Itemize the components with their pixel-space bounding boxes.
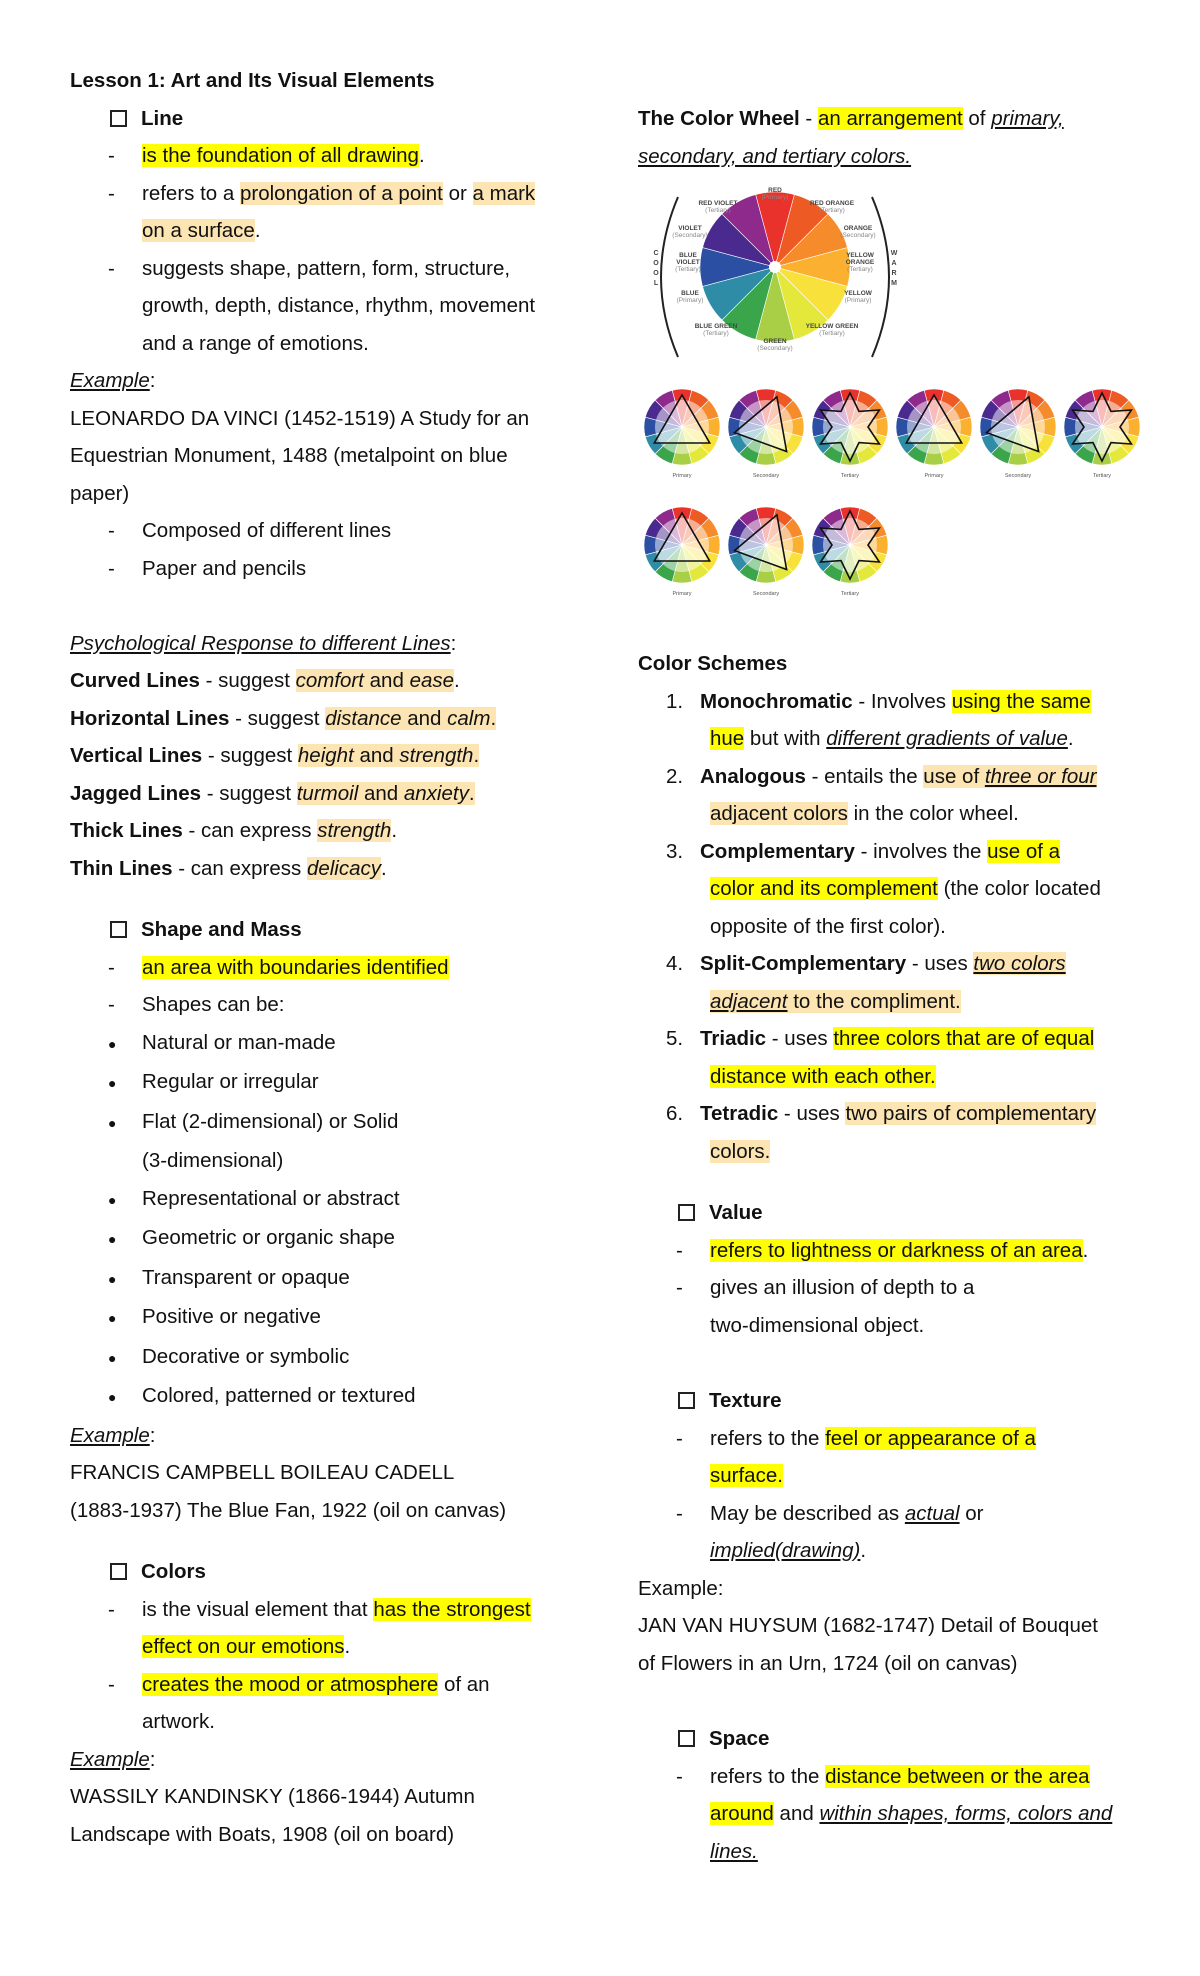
scheme-3: 3. Complementary - involves the use of a bbox=[666, 839, 1061, 863]
label-yellow-sub: (Primary) bbox=[844, 297, 872, 304]
psych-thick: Thick Lines - can express strength. bbox=[70, 819, 398, 842]
checkbox-icon[interactable] bbox=[678, 1392, 695, 1409]
scheme-wheel bbox=[896, 389, 972, 479]
shape-bullet-3: ● Flat (2-dimensional) or Solid bbox=[108, 1109, 399, 1133]
scheme-wheel bbox=[644, 389, 720, 479]
shape-example-text-2: (1883-1937) The Blue Fan, 1922 (oil on canvas) bbox=[70, 1498, 507, 1522]
label-red-violet: RED VIOLET bbox=[698, 200, 738, 207]
scheme-wheel-caption: Tertiary bbox=[1092, 473, 1112, 479]
label-blue-violet-2: VIOLET bbox=[676, 259, 700, 266]
texture-example-text: JAN VAN HUYSUM (1682-1747) Detail of Bouquet bbox=[638, 1614, 1098, 1637]
colors-example-text-2: Landscape with Boats, 1908 (oil on board) bbox=[70, 1822, 455, 1846]
left-column bbox=[70, 62, 570, 1853]
space-def-1-cont: around and within shapes, forms, colors and bbox=[710, 1802, 1113, 1825]
scheme-6-cont: colors. bbox=[710, 1139, 771, 1163]
color-schemes-title: Color Schemes bbox=[638, 652, 788, 675]
label-yellow-orange: YELLOW bbox=[846, 252, 874, 259]
shape-heading: Shape and Mass bbox=[70, 911, 570, 949]
scheme-3-cont: color and its complement (the color located bbox=[710, 877, 1101, 900]
scheme-wheel bbox=[980, 389, 1056, 479]
label-orange: ORANGE bbox=[843, 225, 873, 232]
scheme-wheel-caption: Primary bbox=[924, 473, 944, 479]
right-column bbox=[638, 100, 1158, 1870]
value-def-2-cont: two-dimensional object. bbox=[710, 1313, 925, 1337]
line-def-3-cont2: and a range of emotions. bbox=[142, 331, 369, 355]
cool-letter: O bbox=[653, 270, 659, 277]
line-heading: Line bbox=[70, 100, 570, 138]
label-green: GREEN bbox=[763, 338, 787, 345]
scheme-wheels-diagram bbox=[638, 383, 1158, 623]
texture-example-label: Example: bbox=[638, 1576, 724, 1600]
psych-title: Psychological Response to different Lines: bbox=[70, 631, 457, 655]
line-def-3: - suggests shape, pattern, form, structure, bbox=[108, 256, 511, 280]
shape-bullet-5: ● Geometric or organic shape bbox=[108, 1226, 395, 1249]
line-example-note-1: - Composed of different lines bbox=[108, 519, 392, 542]
scheme-1-cont: hue but with different gradients of value. bbox=[710, 727, 1074, 750]
checkbox-icon[interactable] bbox=[110, 921, 127, 938]
psych-vertical: Vertical Lines - suggest height and strength. bbox=[70, 744, 480, 767]
value-def-2: - gives an illusion of depth to a bbox=[676, 1276, 975, 1299]
label-violet: VIOLET bbox=[678, 225, 702, 232]
texture-def-1-cont: surface. bbox=[710, 1464, 783, 1487]
label-yellow-green-sub: (Tertiary) bbox=[819, 330, 845, 337]
colors-heading: Colors bbox=[70, 1553, 570, 1591]
colors-def-2: - creates the mood or atmosphere of an bbox=[108, 1672, 490, 1696]
scheme-wheel-caption: Secondary bbox=[1004, 473, 1032, 479]
label-red-orange-sub: (Tertiary) bbox=[819, 207, 845, 214]
label-yellow-orange-sub: (Tertiary) bbox=[847, 266, 873, 273]
color-wheel-title-cont: secondary, and tertiary colors. bbox=[638, 144, 912, 168]
scheme-wheel-caption: Tertiary bbox=[840, 591, 860, 597]
label-yellow-orange-2: ORANGE bbox=[845, 259, 875, 266]
line-def-1: - is the foundation of all drawing. bbox=[108, 144, 425, 167]
line-example-text: LEONARDO DA VINCI (1452-1519) A Study for an bbox=[70, 406, 530, 430]
label-blue: BLUE bbox=[681, 290, 699, 297]
scheme-5-cont: distance with each other. bbox=[710, 1064, 936, 1088]
scheme-wheel bbox=[644, 507, 720, 597]
line-example-text-3: paper) bbox=[70, 481, 130, 505]
scheme-1: 1. Monochromatic - Involves using the same bbox=[666, 689, 1091, 713]
scheme-6: 6. Tetradic - uses two pairs of complementary bbox=[666, 1102, 1097, 1125]
scheme-wheel-caption: Secondary bbox=[752, 591, 780, 597]
value-def-1: - refers to lightness or darkness of an area. bbox=[676, 1238, 1089, 1262]
scheme-4: 4. Split-Complementary - uses two colors bbox=[666, 952, 1066, 975]
space-def-1-cont2: lines. bbox=[710, 1839, 758, 1863]
warm-letter: A bbox=[891, 260, 897, 267]
color-wheel-figure bbox=[638, 185, 1158, 369]
color-wheel-diagram bbox=[650, 185, 900, 369]
warm-letter: R bbox=[891, 270, 897, 277]
cool-letter: C bbox=[653, 250, 659, 257]
line-def-2: - refers to a prolongation of a point or a mark bbox=[108, 181, 536, 205]
psych-thin: Thin Lines - can express delicacy. bbox=[70, 856, 387, 880]
texture-def-1: - refers to the feel or appearance of a bbox=[676, 1426, 1036, 1450]
psych-curved: Curved Lines - suggest comfort and ease. bbox=[70, 669, 460, 692]
space-heading: Space bbox=[638, 1720, 1158, 1758]
checkbox-icon[interactable] bbox=[678, 1730, 695, 1747]
psych-horizontal: Horizontal Lines - suggest distance and calm. bbox=[70, 706, 497, 730]
line-def-2-cont: on a surface. bbox=[142, 219, 261, 242]
line-example-note-2: - Paper and pencils bbox=[108, 556, 307, 580]
scheme-wheel bbox=[728, 389, 804, 479]
texture-def-2-cont: implied(drawing). bbox=[710, 1539, 867, 1562]
label-green-sub: (Secondary) bbox=[757, 345, 793, 352]
colors-def-2-cont: artwork. bbox=[142, 1710, 215, 1733]
label-blue-green: BLUE GREEN bbox=[694, 323, 738, 330]
scheme-wheel bbox=[728, 507, 804, 597]
scheme-2: 2. Analogous - entails the use of three or four bbox=[666, 764, 1097, 788]
label-orange-sub: (Secondary) bbox=[840, 232, 876, 239]
colors-example-label: Example: bbox=[70, 1747, 156, 1771]
scheme-wheel-caption: Primary bbox=[672, 591, 692, 597]
checkbox-icon[interactable] bbox=[678, 1204, 695, 1221]
color-wheel-title: The Color Wheel - an arrangement of primary, bbox=[638, 107, 1064, 130]
label-red: RED bbox=[768, 187, 782, 194]
wheel-center bbox=[769, 261, 781, 273]
warm-letter: M bbox=[891, 280, 897, 287]
texture-example-text-2: of Flowers in an Urn, 1724 (oil on canvas) bbox=[638, 1651, 1018, 1675]
label-blue-violet-sub: (Tertiary) bbox=[675, 266, 701, 273]
checkbox-icon[interactable] bbox=[110, 110, 127, 127]
line-def-3-cont: growth, depth, distance, rhythm, movement bbox=[142, 294, 536, 317]
shape-bullet-7: ● Positive or negative bbox=[108, 1305, 321, 1328]
label-red-orange: RED ORANGE bbox=[809, 200, 855, 207]
checkbox-icon[interactable] bbox=[110, 1563, 127, 1580]
colors-def-1-cont: effect on our emotions. bbox=[142, 1635, 351, 1658]
warm-letter: W bbox=[890, 250, 898, 257]
warm-bracket bbox=[872, 197, 889, 357]
scheme-wheel-caption: Tertiary bbox=[840, 473, 860, 479]
texture-heading: Texture bbox=[638, 1382, 1158, 1420]
scheme-wheels-figure bbox=[638, 383, 1158, 623]
shape-def-1: - an area with boundaries identified bbox=[108, 955, 449, 979]
cool-bracket bbox=[661, 197, 678, 357]
line-example-text-2: Equestrian Monument, 1488 (metalpoint on blue bbox=[70, 444, 508, 467]
scheme-5: 5. Triadic - uses three colors that are of equal bbox=[666, 1027, 1095, 1050]
shape-bullet-2: ● Regular or irregular bbox=[108, 1070, 319, 1093]
lesson-title: Lesson 1: Art and Its Visual Elements bbox=[70, 69, 435, 92]
label-yellow: YELLOW bbox=[844, 290, 872, 297]
scheme-wheel bbox=[812, 507, 888, 597]
shape-bullet-3-cont: (3-dimensional) bbox=[142, 1149, 284, 1172]
scheme-wheel-caption: Primary bbox=[672, 473, 692, 479]
scheme-4-cont: adjacent to the compliment. bbox=[710, 989, 961, 1013]
space-def-1: - refers to the distance between or the area bbox=[676, 1764, 1090, 1788]
scheme-3-cont2: opposite of the first color). bbox=[710, 914, 946, 938]
texture-def-2: - May be described as actual or bbox=[676, 1501, 984, 1525]
scheme-wheel bbox=[1064, 389, 1140, 479]
line-example-label: Example: bbox=[70, 369, 156, 392]
shape-bullet-1: ● Natural or man-made bbox=[108, 1030, 336, 1054]
cool-letter: O bbox=[653, 260, 659, 267]
shape-bullet-9: ● Colored, patterned or textured bbox=[108, 1384, 416, 1407]
label-yellow-green: YELLOW GREEN bbox=[805, 323, 859, 330]
label-red-violet-sub: (Tertiary) bbox=[705, 207, 731, 214]
colors-example-text: WASSILY KANDINSKY (1866-1944) Autumn bbox=[70, 1785, 475, 1808]
label-violet-sub: (Secondary) bbox=[672, 232, 708, 239]
cool-letter: L bbox=[653, 280, 659, 287]
shape-bullet-4: ● Representational or abstract bbox=[108, 1186, 400, 1210]
shape-bullet-8: ● Decorative or symbolic bbox=[108, 1344, 350, 1368]
scheme-wheel-caption: Secondary bbox=[752, 473, 780, 479]
scheme-wheel bbox=[812, 389, 888, 479]
shape-def-2: - Shapes can be: bbox=[108, 993, 285, 1016]
scheme-2-cont: adjacent colors in the color wheel. bbox=[710, 802, 1019, 825]
shape-bullet-6: ● Transparent or opaque bbox=[108, 1265, 350, 1289]
shape-example-label: Example: bbox=[70, 1423, 156, 1447]
value-heading: Value bbox=[638, 1194, 1158, 1232]
psych-jagged: Jagged Lines - suggest turmoil and anxiety. bbox=[70, 781, 475, 805]
label-blue-sub: (Primary) bbox=[676, 297, 704, 304]
shape-example-text: FRANCIS CAMPBELL BOILEAU CADELL bbox=[70, 1461, 455, 1484]
label-red-sub: (Primary) bbox=[761, 194, 789, 201]
label-blue-green-sub: (Tertiary) bbox=[703, 330, 729, 337]
label-blue-violet: BLUE bbox=[679, 252, 697, 259]
colors-def-1: - is the visual element that has the strongest bbox=[108, 1597, 531, 1621]
